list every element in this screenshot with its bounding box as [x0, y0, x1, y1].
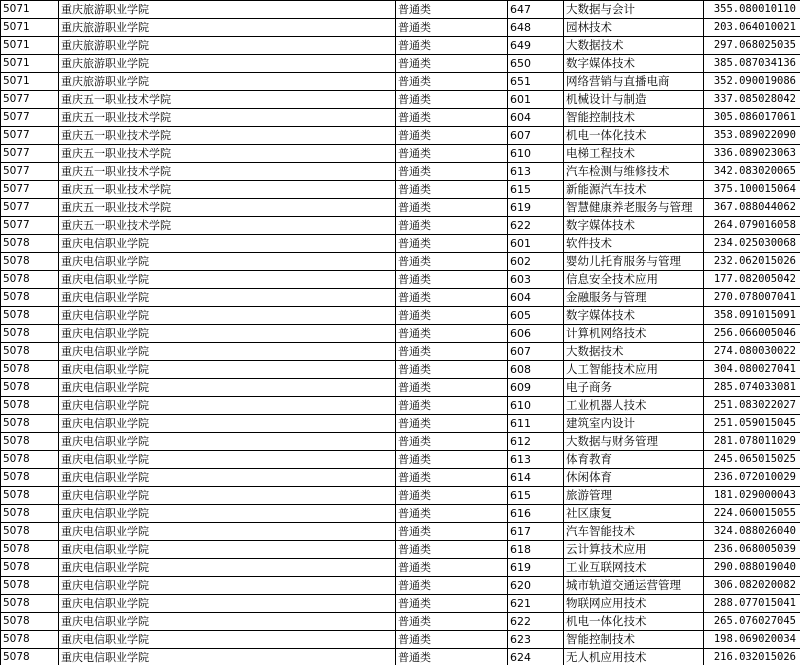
table-row: [1, 289, 800, 307]
school-name-cell[interactable]: 重庆五一职业技术学院: [59, 181, 396, 199]
school-name-cell[interactable]: 重庆电信职业学院: [59, 271, 396, 289]
score-cell[interactable]: 270.078007041: [704, 289, 800, 307]
school-code-cell[interactable]: 5071: [1, 73, 59, 91]
major-code-cell[interactable]: 610: [508, 145, 564, 163]
category-cell[interactable]: 普通类: [396, 199, 508, 217]
major-name-cell[interactable]: 软件技术: [564, 235, 704, 253]
table-body: [1, 1, 800, 665]
category-cell[interactable]: 普通类: [396, 163, 508, 181]
category-cell[interactable]: 普通类: [396, 631, 508, 649]
major-name-cell[interactable]: 机械设计与制造: [564, 91, 704, 109]
school-code-cell[interactable]: 5078: [1, 361, 59, 379]
score-cell[interactable]: 224.060015055: [704, 505, 800, 523]
major-code-cell[interactable]: 609: [508, 379, 564, 397]
major-name-cell[interactable]: 汽车智能技术: [564, 523, 704, 541]
score-cell[interactable]: 304.080027041: [704, 361, 800, 379]
major-name-cell[interactable]: 工业机器人技术: [564, 397, 704, 415]
table-row: [1, 343, 800, 361]
school-name-cell[interactable]: 重庆电信职业学院: [59, 433, 396, 451]
school-name-cell[interactable]: 重庆电信职业学院: [59, 541, 396, 559]
score-cell[interactable]: 336.089023063: [704, 145, 800, 163]
school-code-cell[interactable]: 5078: [1, 559, 59, 577]
category-cell[interactable]: 普通类: [396, 523, 508, 541]
major-code-cell[interactable]: 613: [508, 451, 564, 469]
table-row: [1, 37, 800, 55]
major-code-cell[interactable]: 608: [508, 361, 564, 379]
school-code-cell[interactable]: 5078: [1, 541, 59, 559]
category-cell[interactable]: 普通类: [396, 181, 508, 199]
category-cell[interactable]: 普通类: [396, 37, 508, 55]
major-name-cell[interactable]: 智能控制技术: [564, 631, 704, 649]
major-code-cell[interactable]: 648: [508, 19, 564, 37]
table-row: [1, 199, 800, 217]
major-name-cell[interactable]: 婴幼儿托育服务与管理: [564, 253, 704, 271]
category-cell[interactable]: 普通类: [396, 505, 508, 523]
category-cell[interactable]: 普通类: [396, 109, 508, 127]
score-cell[interactable]: 232.062015026: [704, 253, 800, 271]
school-name-cell[interactable]: 重庆旅游职业学院: [59, 1, 396, 19]
major-name-cell[interactable]: 大数据与会计: [564, 1, 704, 19]
category-cell[interactable]: 普通类: [396, 379, 508, 397]
category-cell[interactable]: 普通类: [396, 613, 508, 631]
category-cell[interactable]: 普通类: [396, 325, 508, 343]
major-name-cell[interactable]: 数字媒体技术: [564, 217, 704, 235]
major-name-cell[interactable]: 机电一体化技术: [564, 613, 704, 631]
school-code-cell[interactable]: 5078: [1, 397, 59, 415]
school-code-cell[interactable]: 5078: [1, 451, 59, 469]
major-name-cell[interactable]: 金融服务与管理: [564, 289, 704, 307]
school-name-cell[interactable]: 重庆五一职业技术学院: [59, 109, 396, 127]
major-code-cell[interactable]: 618: [508, 541, 564, 559]
score-cell[interactable]: 288.077015041: [704, 595, 800, 613]
category-cell[interactable]: 普通类: [396, 361, 508, 379]
school-code-cell[interactable]: 5071: [1, 55, 59, 73]
major-code-cell[interactable]: 606: [508, 325, 564, 343]
school-code-cell[interactable]: 5078: [1, 433, 59, 451]
major-code-cell[interactable]: 601: [508, 91, 564, 109]
table-row: [1, 451, 800, 469]
table-row: [1, 91, 800, 109]
category-cell[interactable]: 普通类: [396, 541, 508, 559]
category-cell[interactable]: 普通类: [396, 235, 508, 253]
major-name-cell[interactable]: 数字媒体技术: [564, 55, 704, 73]
major-code-cell[interactable]: 623: [508, 631, 564, 649]
major-code-cell[interactable]: 615: [508, 181, 564, 199]
major-name-cell[interactable]: 大数据与财务管理: [564, 433, 704, 451]
school-code-cell[interactable]: 5071: [1, 19, 59, 37]
category-cell[interactable]: 普通类: [396, 595, 508, 613]
school-name-cell[interactable]: 重庆电信职业学院: [59, 595, 396, 613]
major-code-cell[interactable]: 604: [508, 109, 564, 127]
table-row: [1, 361, 800, 379]
major-name-cell[interactable]: 建筑室内设计: [564, 415, 704, 433]
category-cell[interactable]: 普通类: [396, 271, 508, 289]
major-code-cell[interactable]: 616: [508, 505, 564, 523]
score-cell[interactable]: 251.083022027: [704, 397, 800, 415]
table-row: [1, 253, 800, 271]
major-name-cell[interactable]: 城市轨道交通运营管理: [564, 577, 704, 595]
school-code-cell[interactable]: 5078: [1, 415, 59, 433]
school-name-cell[interactable]: 重庆电信职业学院: [59, 325, 396, 343]
score-cell[interactable]: 203.064010021: [704, 19, 800, 37]
school-code-cell[interactable]: 5078: [1, 613, 59, 631]
major-code-cell[interactable]: 615: [508, 487, 564, 505]
score-cell[interactable]: 367.088044062: [704, 199, 800, 217]
table-row: [1, 505, 800, 523]
school-name-cell[interactable]: 重庆旅游职业学院: [59, 37, 396, 55]
major-code-cell[interactable]: 613: [508, 163, 564, 181]
score-cell[interactable]: 274.080030022: [704, 343, 800, 361]
table-row: [1, 559, 800, 577]
score-cell[interactable]: 358.091015091: [704, 307, 800, 325]
major-code-cell[interactable]: 607: [508, 127, 564, 145]
school-name-cell[interactable]: 重庆电信职业学院: [59, 487, 396, 505]
table-row: [1, 379, 800, 397]
score-cell[interactable]: 181.029000043: [704, 487, 800, 505]
major-name-cell[interactable]: 园林技术: [564, 19, 704, 37]
major-code-cell[interactable]: 650: [508, 55, 564, 73]
category-cell[interactable]: 普通类: [396, 343, 508, 361]
school-name-cell[interactable]: 重庆电信职业学院: [59, 469, 396, 487]
score-cell[interactable]: 342.083020065: [704, 163, 800, 181]
school-name-cell[interactable]: 重庆电信职业学院: [59, 451, 396, 469]
category-cell[interactable]: 普通类: [396, 487, 508, 505]
table-row: [1, 487, 800, 505]
major-code-cell[interactable]: 617: [508, 523, 564, 541]
score-cell[interactable]: 306.082020082: [704, 577, 800, 595]
category-cell[interactable]: 普通类: [396, 649, 508, 665]
major-code-cell[interactable]: 602: [508, 253, 564, 271]
category-cell[interactable]: 普通类: [396, 1, 508, 19]
school-code-cell[interactable]: 5078: [1, 505, 59, 523]
school-name-cell[interactable]: 重庆五一职业技术学院: [59, 127, 396, 145]
score-cell[interactable]: 264.079016058: [704, 217, 800, 235]
score-cell[interactable]: 198.069020034: [704, 631, 800, 649]
score-cell[interactable]: 353.089022090: [704, 127, 800, 145]
major-name-cell[interactable]: 新能源汽车技术: [564, 181, 704, 199]
table-row: [1, 469, 800, 487]
school-code-cell[interactable]: 5078: [1, 325, 59, 343]
school-name-cell[interactable]: 重庆五一职业技术学院: [59, 145, 396, 163]
table-row: [1, 109, 800, 127]
major-code-cell[interactable]: 605: [508, 307, 564, 325]
table-row: [1, 73, 800, 91]
score-cell[interactable]: 305.086017061: [704, 109, 800, 127]
major-name-cell[interactable]: 云计算技术应用: [564, 541, 704, 559]
table-row: [1, 523, 800, 541]
school-name-cell[interactable]: 重庆旅游职业学院: [59, 73, 396, 91]
table-row: [1, 649, 800, 665]
school-name-cell[interactable]: 重庆电信职业学院: [59, 361, 396, 379]
school-code-cell[interactable]: 5078: [1, 523, 59, 541]
table-row: [1, 631, 800, 649]
school-code-cell[interactable]: 5078: [1, 235, 59, 253]
school-code-cell[interactable]: 5077: [1, 199, 59, 217]
major-name-cell[interactable]: 大数据技术: [564, 37, 704, 55]
score-cell[interactable]: 337.085028042: [704, 91, 800, 109]
school-name-cell[interactable]: 重庆电信职业学院: [59, 577, 396, 595]
category-cell[interactable]: 普通类: [396, 559, 508, 577]
school-name-cell[interactable]: 重庆电信职业学院: [59, 235, 396, 253]
major-code-cell[interactable]: 610: [508, 397, 564, 415]
school-code-cell[interactable]: 5078: [1, 487, 59, 505]
school-code-cell[interactable]: 5078: [1, 469, 59, 487]
category-cell[interactable]: 普通类: [396, 73, 508, 91]
category-cell[interactable]: 普通类: [396, 469, 508, 487]
score-cell[interactable]: 297.068025035: [704, 37, 800, 55]
major-code-cell[interactable]: 622: [508, 613, 564, 631]
school-code-cell[interactable]: 5077: [1, 109, 59, 127]
school-code-cell[interactable]: 5077: [1, 91, 59, 109]
table-row: [1, 127, 800, 145]
table-row: [1, 595, 800, 613]
major-code-cell[interactable]: 621: [508, 595, 564, 613]
school-name-cell[interactable]: 重庆五一职业技术学院: [59, 163, 396, 181]
school-code-cell[interactable]: 5078: [1, 307, 59, 325]
table-row: [1, 613, 800, 631]
major-code-cell[interactable]: 622: [508, 217, 564, 235]
school-name-cell[interactable]: 重庆电信职业学院: [59, 505, 396, 523]
score-cell[interactable]: 234.025030068: [704, 235, 800, 253]
school-code-cell[interactable]: 5078: [1, 343, 59, 361]
school-name-cell[interactable]: 重庆电信职业学院: [59, 559, 396, 577]
major-name-cell[interactable]: 计算机网络技术: [564, 325, 704, 343]
school-code-cell[interactable]: 5078: [1, 577, 59, 595]
score-cell[interactable]: 281.078011029: [704, 433, 800, 451]
score-cell[interactable]: 245.065015025: [704, 451, 800, 469]
table-row: [1, 163, 800, 181]
table-row: [1, 217, 800, 235]
table-row: [1, 577, 800, 595]
major-name-cell[interactable]: 电梯工程技术: [564, 145, 704, 163]
school-name-cell[interactable]: 重庆电信职业学院: [59, 307, 396, 325]
school-code-cell[interactable]: 5078: [1, 289, 59, 307]
category-cell[interactable]: 普通类: [396, 253, 508, 271]
major-name-cell[interactable]: 数字媒体技术: [564, 307, 704, 325]
school-code-cell[interactable]: 5077: [1, 127, 59, 145]
major-code-cell[interactable]: 607: [508, 343, 564, 361]
score-cell[interactable]: 352.090019086: [704, 73, 800, 91]
major-code-cell[interactable]: 624: [508, 649, 564, 665]
major-code-cell[interactable]: 614: [508, 469, 564, 487]
school-name-cell[interactable]: 重庆电信职业学院: [59, 253, 396, 271]
score-cell[interactable]: 216.032015026: [704, 649, 800, 665]
school-code-cell[interactable]: 5077: [1, 217, 59, 235]
school-code-cell[interactable]: 5078: [1, 253, 59, 271]
major-code-cell[interactable]: 647: [508, 1, 564, 19]
table-row: [1, 433, 800, 451]
school-name-cell[interactable]: 重庆五一职业技术学院: [59, 199, 396, 217]
category-cell[interactable]: 普通类: [396, 577, 508, 595]
school-code-cell[interactable]: 5071: [1, 1, 59, 19]
school-name-cell[interactable]: 重庆电信职业学院: [59, 289, 396, 307]
score-cell[interactable]: 355.080010110: [704, 1, 800, 19]
category-cell[interactable]: 普通类: [396, 289, 508, 307]
score-cell[interactable]: 236.072010029: [704, 469, 800, 487]
major-name-cell[interactable]: 人工智能技术应用: [564, 361, 704, 379]
school-code-cell[interactable]: 5078: [1, 595, 59, 613]
major-name-cell[interactable]: 信息安全技术应用: [564, 271, 704, 289]
major-name-cell[interactable]: 工业互联网技术: [564, 559, 704, 577]
score-cell[interactable]: 285.074033081: [704, 379, 800, 397]
school-code-cell[interactable]: 5077: [1, 181, 59, 199]
major-name-cell[interactable]: 网络营销与直播电商: [564, 73, 704, 91]
score-cell[interactable]: 385.087034136: [704, 55, 800, 73]
major-code-cell[interactable]: 603: [508, 271, 564, 289]
table-row: [1, 235, 800, 253]
major-code-cell[interactable]: 604: [508, 289, 564, 307]
school-code-cell[interactable]: 5071: [1, 37, 59, 55]
table-row: [1, 19, 800, 37]
major-name-cell[interactable]: 无人机应用技术: [564, 649, 704, 665]
major-name-cell[interactable]: 旅游管理: [564, 487, 704, 505]
school-name-cell[interactable]: 重庆旅游职业学院: [59, 55, 396, 73]
major-name-cell[interactable]: 物联网应用技术: [564, 595, 704, 613]
category-cell[interactable]: 普通类: [396, 55, 508, 73]
major-code-cell[interactable]: 649: [508, 37, 564, 55]
table-row: [1, 325, 800, 343]
score-cell[interactable]: 236.068005039: [704, 541, 800, 559]
category-cell[interactable]: 普通类: [396, 145, 508, 163]
school-name-cell[interactable]: 重庆五一职业技术学院: [59, 217, 396, 235]
major-name-cell[interactable]: 电子商务: [564, 379, 704, 397]
major-name-cell[interactable]: 机电一体化技术: [564, 127, 704, 145]
major-name-cell[interactable]: 智能控制技术: [564, 109, 704, 127]
school-name-cell[interactable]: 重庆电信职业学院: [59, 397, 396, 415]
school-name-cell[interactable]: 重庆旅游职业学院: [59, 19, 396, 37]
table-row: [1, 271, 800, 289]
school-code-cell[interactable]: 5078: [1, 631, 59, 649]
category-cell[interactable]: 普通类: [396, 307, 508, 325]
major-code-cell[interactable]: 619: [508, 199, 564, 217]
table-row: [1, 1, 800, 19]
major-name-cell[interactable]: 休闲体育: [564, 469, 704, 487]
category-cell[interactable]: 普通类: [396, 217, 508, 235]
school-name-cell[interactable]: 重庆电信职业学院: [59, 649, 396, 665]
category-cell[interactable]: 普通类: [396, 415, 508, 433]
score-cell[interactable]: 251.059015045: [704, 415, 800, 433]
major-code-cell[interactable]: 620: [508, 577, 564, 595]
table-row: [1, 397, 800, 415]
category-cell[interactable]: 普通类: [396, 19, 508, 37]
score-cell[interactable]: 324.088026040: [704, 523, 800, 541]
table-row: [1, 181, 800, 199]
score-cell[interactable]: 290.088019040: [704, 559, 800, 577]
score-cell[interactable]: 265.076027045: [704, 613, 800, 631]
major-code-cell[interactable]: 651: [508, 73, 564, 91]
major-code-cell[interactable]: 611: [508, 415, 564, 433]
category-cell[interactable]: 普通类: [396, 127, 508, 145]
school-name-cell[interactable]: 重庆电信职业学院: [59, 379, 396, 397]
table-row: [1, 145, 800, 163]
score-cell[interactable]: 177.082005042: [704, 271, 800, 289]
category-cell[interactable]: 普通类: [396, 397, 508, 415]
major-name-cell[interactable]: 社区康复: [564, 505, 704, 523]
score-cell[interactable]: 256.066005046: [704, 325, 800, 343]
major-code-cell[interactable]: 619: [508, 559, 564, 577]
table-row: [1, 415, 800, 433]
major-code-cell[interactable]: 612: [508, 433, 564, 451]
category-cell[interactable]: 普通类: [396, 451, 508, 469]
table-row: [1, 541, 800, 559]
school-name-cell[interactable]: 重庆电信职业学院: [59, 415, 396, 433]
table-row: [1, 55, 800, 73]
school-name-cell[interactable]: 重庆五一职业技术学院: [59, 91, 396, 109]
major-name-cell[interactable]: 汽车检测与维修技术: [564, 163, 704, 181]
category-cell[interactable]: 普通类: [396, 91, 508, 109]
table-row: [1, 307, 800, 325]
major-name-cell[interactable]: 智慧健康养老服务与管理: [564, 199, 704, 217]
school-name-cell[interactable]: 重庆电信职业学院: [59, 631, 396, 649]
school-name-cell[interactable]: 重庆电信职业学院: [59, 343, 396, 361]
school-name-cell[interactable]: 重庆电信职业学院: [59, 613, 396, 631]
major-code-cell[interactable]: 601: [508, 235, 564, 253]
school-code-cell[interactable]: 5078: [1, 379, 59, 397]
major-name-cell[interactable]: 大数据技术: [564, 343, 704, 361]
category-cell[interactable]: 普通类: [396, 433, 508, 451]
school-name-cell[interactable]: 重庆电信职业学院: [59, 523, 396, 541]
school-code-cell[interactable]: 5078: [1, 649, 59, 665]
school-code-cell[interactable]: 5077: [1, 145, 59, 163]
school-code-cell[interactable]: 5078: [1, 271, 59, 289]
school-code-cell[interactable]: 5077: [1, 163, 59, 181]
major-name-cell[interactable]: 体育教育: [564, 451, 704, 469]
score-cell[interactable]: 375.100015064: [704, 181, 800, 199]
